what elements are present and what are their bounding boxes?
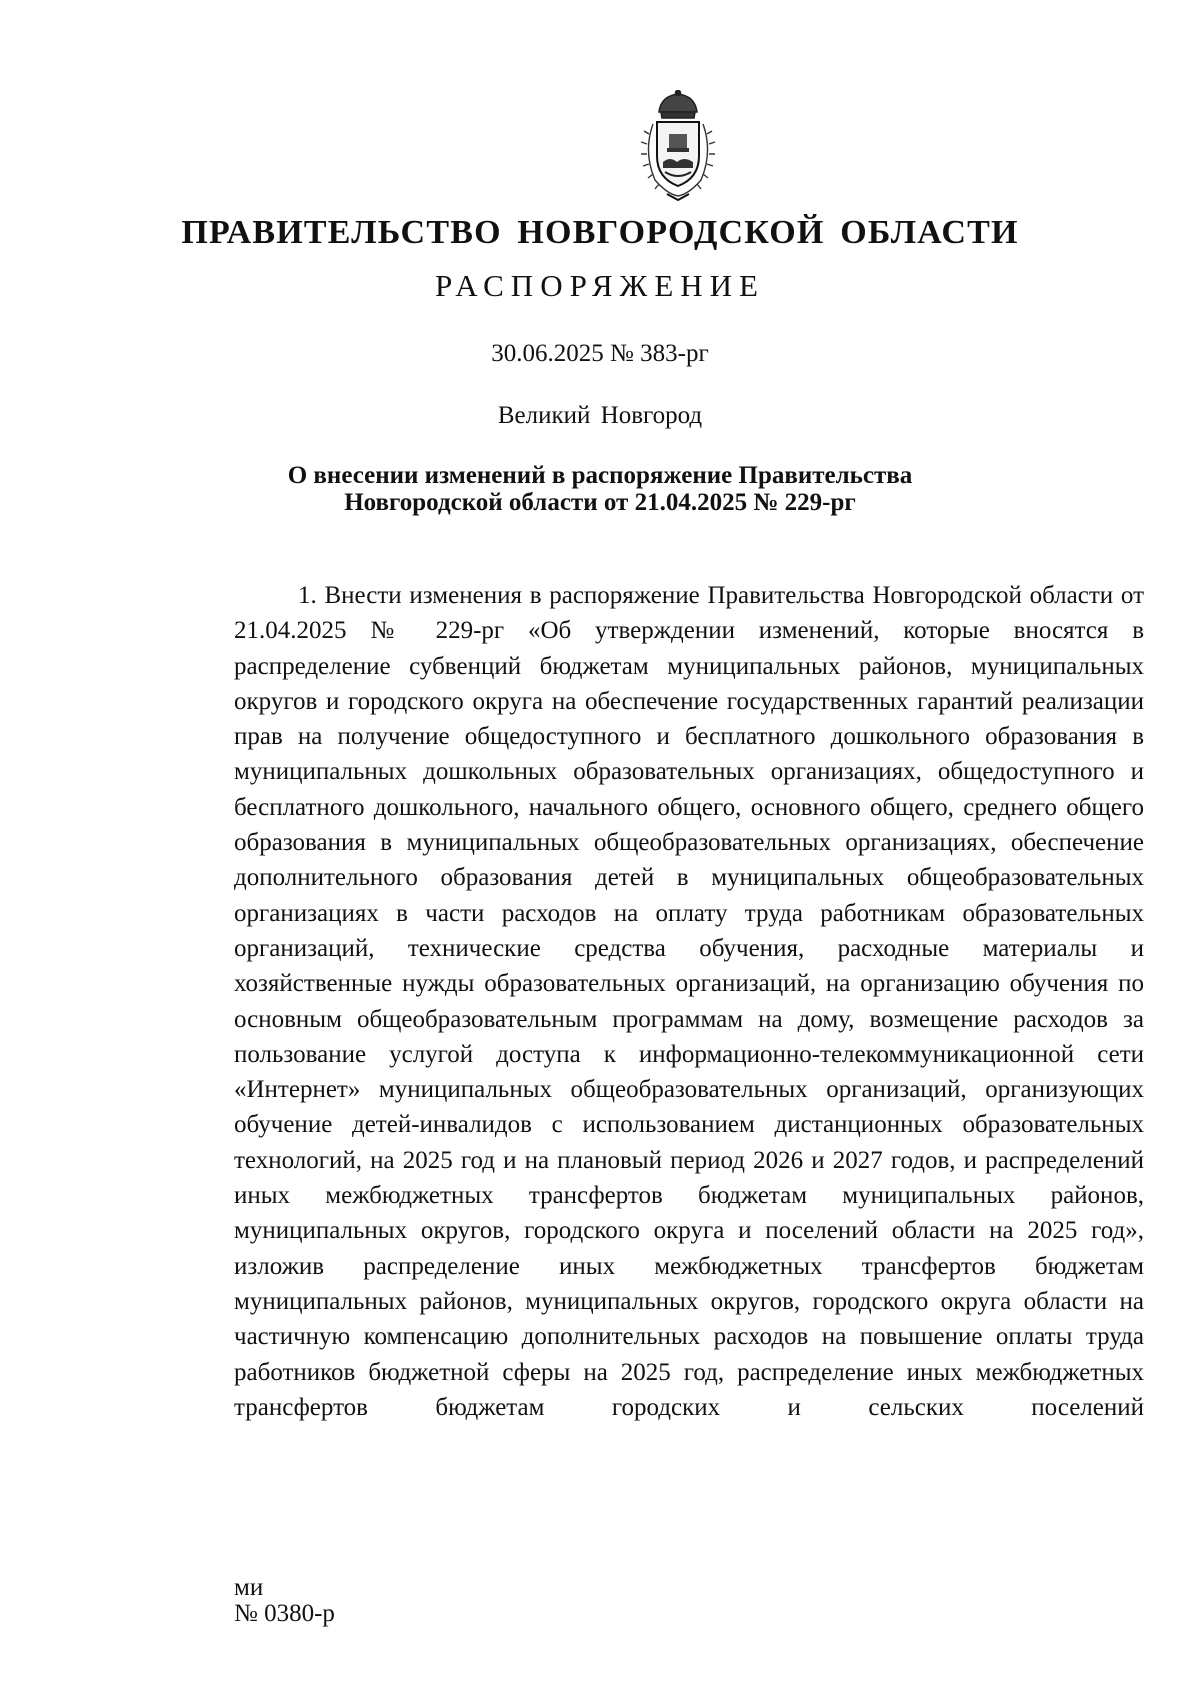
body-paragraph-1: 1. Внести изменения в распоряжение Правительства Новгородской области от 21.04.2025 № 229-рг «Об утверждении изменений, которые вносятся в распределение субвенций бюджетам муниципальных районов, муниципальных округов и городского округа на обеспечение государственных гарантий реализации прав на получение общедоступного и бесплатного дошкольного образования в муниципальных дошкольных образовательных организациях, общедоступного и бесплатного дошкольного, начального общего, основного общего, среднего общего образования в муниципальных общеобразовательных организациях, обеспечение дополнительного образования детей в муниципальных общеобразовательных организациях в части расходов на оплату труда работникам образовательных организаций, технические средства обучения, расходные материалы и хозяйственные нужды образовательных организаций, на организацию обучения по основным общеобразовательным программам на дому, возмещение расходов за пользование услугой доступа к информационно-телекоммуникационной сети «Интернет» муниципальных общеобразовательных организаций, организующих обучение детей-инвалидов с использованием дистанционных образовательных технологий, на 2025 год и на плановый период 2026 и 2027 годов, и распределений иных межбюджетных трансфертов бюджетам муниципальных районов, муниципальных округов, городского округа и поселений области на 2025 год», изложив распределение иных межбюджетных трансфертов бюджетам муниципальных районов, муниципальных округов, городского округа области на частичную компенсацию дополнительных расходов на повышение оплаты труда работников бюджетной сферы на 2025 год, распределение иных межбюджетных трансфертов бюджетам городских и сельских поселений [234, 582, 1144, 1421]
subject-line-1: О внесении изменений в распоряжение Правительства [287, 462, 913, 489]
document-place: Великий Новгород [497, 402, 703, 429]
subject-line-2: Новгородской области от 21.04.2025 № 229-рг [344, 489, 856, 516]
document-body [234, 578, 1144, 1425]
document-subject [0, 462, 1200, 516]
document-date-number: 30.06.2025 № 383-рг [491, 340, 709, 367]
document-type: РАСПОРЯЖЕНИЕ [435, 268, 765, 303]
novgorod-coat-of-arms-icon [637, 90, 719, 202]
footer-registration-code: № 0380-р [234, 1600, 335, 1627]
organization-title: ПРАВИТЕЛЬСТВО НОВГОРОДСКОЙ ОБЛАСТИ [181, 214, 1019, 251]
footer-initials: ми [234, 1574, 264, 1601]
document-footer-code [234, 1575, 335, 1627]
